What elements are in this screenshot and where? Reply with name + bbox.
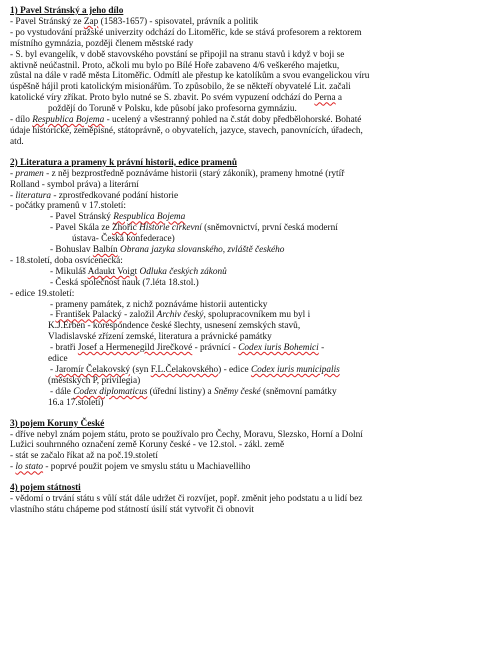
list-item: - Česká společnost nauk (7.léta 18.stol.) [50, 277, 199, 288]
paragraph-line: - pramen - z něj bezprostředně poznáváme historii (starý zákoník), prameny hmotné (rytíř [10, 168, 345, 179]
paragraph-line: místního gymnázia, později členem městské rady [10, 38, 194, 49]
list-item-continuation: (městských P, privilegia) [48, 375, 141, 386]
section-1 [10, 6, 484, 148]
list-item: - Jaromír Čelakovský (syn F.L.Čelakovského) - edice Codex iuris municipalis [50, 365, 340, 375]
list-item: - dále Codex diplomaticus (úřední listiny) a Sněmy české (sněmovní památky [50, 386, 337, 397]
list-item: - Mikuláš Adaukt Voigt Odluka českých zákonů [50, 266, 227, 277]
document-page [10, 6, 484, 526]
list-item-continuation: K.J.Erben - korespondence české šlechty, usnesení zemských stavů, [48, 321, 301, 332]
section-2-heading: 2) Literatura a prameny k právní historii, edice pramenů [10, 157, 237, 168]
paragraph-line: katolické víry zříkat. Proto bylo nutné se S. zbavit. Po svém vypuzení odchází do Perna a [10, 93, 343, 104]
section-4-heading: 4) pojem státnosti [10, 483, 81, 494]
list-item-continuation: Vladislavské zřízení zemské, literatura a právnické památky [48, 332, 272, 343]
section-2 [10, 158, 484, 409]
paragraph-line: údaje historické, zeměpisné, státoprávně, o obyvatelích, jazyce, stavech, panovnících, úřadech, [10, 125, 363, 136]
paragraph-line: Rolland - symbol práva) a literární [10, 179, 139, 190]
paragraph-line: - dříve nebyl znám pojem státu, proto se používalo pro Čechy, Moravu, Slezsko, Horní a Dolní [10, 429, 363, 440]
paragraph-line: - stát se začalo říkat až na poč.19.století [10, 451, 158, 462]
paragraph-line: - 18.století, doba osvícenecká: [10, 255, 123, 266]
paragraph-line: - literatura - zprostředkované podání historie [10, 190, 179, 201]
paragraph-line: zůstal na dále v radě města Litoměřic. Odmítl ale přestup ke katolíkům a svou evangelickou víru [10, 71, 370, 82]
paragraph-line: - Pavel Stránský ze Zap (1583-1657) - spisovatel, právník a politik [10, 16, 259, 27]
list-item: - Bohuslav Balbín Obrana jazyka slovanského, zvláště českého [50, 245, 285, 256]
list-item: - prameny památek, z nichž poznáváme historii autenticky [50, 299, 268, 310]
paragraph-line: - edice 19.století: [10, 288, 75, 299]
list-item-continuation: ústava- Česká konfederace) [72, 234, 175, 245]
paragraph-line: aktivně neúčastnil. Proto, ačkoli mu bylo po Bílé Hoře zabaveno 4/6 veškerého majetku, [10, 60, 340, 71]
section-4 [10, 483, 484, 516]
list-item-continuation: 16.a 17.století) [48, 397, 104, 408]
list-item: - Pavel Stránský Respublica Bojema [50, 212, 186, 223]
paragraph-line: úspěšně hájil proti katolickým misionářům. To způsobilo, že se někteří obyvatelé Lit. začali [10, 82, 351, 93]
paragraph-line: vlastního státu chápeme pod státností úsilí stát vytvořit či obnovit [10, 504, 255, 515]
list-item: - František Palacký - založil Archiv český, spolupracovníkem mu byl i [50, 310, 311, 321]
list-item-continuation: edice [48, 354, 68, 365]
paragraph-line: - vědomí o trvání státu s vůlí stát dále udržet či rozvíjet, popř. změnit jeho podstatu a u lidí bez [10, 494, 363, 505]
paragraph-line: - počátky pramenů v 17.století: [10, 201, 126, 212]
paragraph-line: atd. [10, 136, 24, 147]
list-item: - Pavel Skála ze Zhořic Historie církevní (sněmovnictví, první česká moderní [50, 223, 338, 234]
section-1-heading: 1) Pavel Stránský a jeho dílo [10, 6, 124, 16]
section-3 [10, 419, 484, 474]
paragraph-line: - dílo Respublica Bojema - ucelený a všestranný pohled na č.stát doby předbělohorské. Bohaté [10, 115, 362, 126]
section-3-heading: 3) pojem Koruny České [10, 418, 105, 429]
paragraph-line: poždějí do Toruně v Polsku, kde působí jako profesorna gymnáziu. [48, 104, 297, 115]
paragraph-line: - S. byl evangelík, v době stavovského povstání se připojil na stranu stavů i když v boji se [10, 49, 345, 60]
list-item: - bratři Josef a Hermenegild Jirečkové - právnící - Codex iuris Bohemici - [50, 343, 325, 354]
paragraph-line: - po vystudování pražské univerzity odchází do Litoměřic, kde se stává profesorem a rektorem [10, 27, 362, 38]
paragraph-line: - lo stato - poprvé použit pojem ve smyslu státu u Machiavelliho [10, 462, 251, 473]
paragraph-line: Lužici souhrnného označení země Koruny české - ve 12.stol. - zákl. země [10, 440, 285, 451]
